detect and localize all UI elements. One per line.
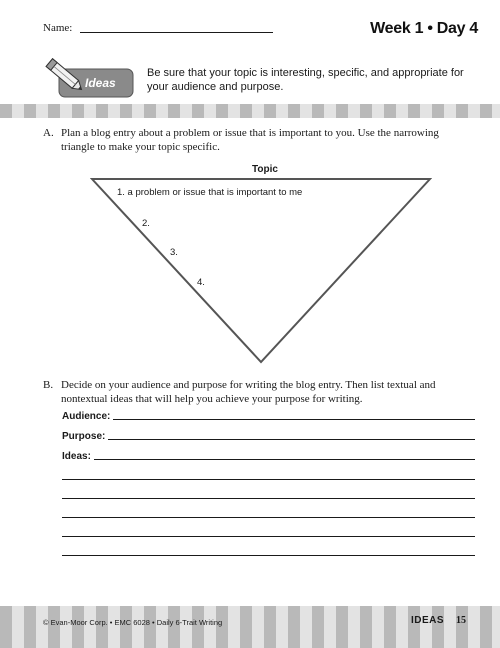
triangle-item-3[interactable]: 3. xyxy=(170,247,178,258)
footer-credit: © Evan-Moor Corp. • EMC 6028 • Daily 6-Trait Writing xyxy=(43,618,223,627)
section-b-letter: B. xyxy=(43,379,54,391)
name-label: Name: xyxy=(43,22,73,34)
week-day-title: Week 1 • Day 4 xyxy=(370,20,478,37)
triangle-item-1[interactable]: 1. a problem or issue that is important to me xyxy=(117,187,303,198)
purpose-field[interactable] xyxy=(62,428,475,442)
writing-line[interactable] xyxy=(62,479,475,480)
section-a-text: Plan a blog entry about a problem or issue that is important to you. Use the narrowing triangle to make your topic specific. xyxy=(61,127,439,153)
audience-line[interactable] xyxy=(113,419,475,420)
ideas-badge-label: Ideas xyxy=(85,76,116,90)
triangle-topic-title: Topic xyxy=(252,164,278,175)
writing-line[interactable] xyxy=(62,498,475,499)
page-number: 15 xyxy=(456,615,466,626)
ideas-label: Ideas: xyxy=(62,451,91,462)
section-b-text: Decide on your audience and purpose for writing the blog entry. Then list textual and nontextual ideas that will help you achieve your purpose for writing. xyxy=(61,379,436,405)
audience-field[interactable] xyxy=(62,408,475,422)
audience-label: Audience: xyxy=(62,411,111,422)
purpose-label: Purpose: xyxy=(62,431,106,442)
top-stripe-divider xyxy=(0,104,500,118)
writing-line[interactable] xyxy=(62,517,475,518)
section-a-letter: A. xyxy=(43,127,54,139)
footer-stripe xyxy=(0,606,500,648)
triangle-outline xyxy=(92,179,430,362)
writing-line[interactable] xyxy=(62,555,475,556)
ideas-badge-graphic xyxy=(45,55,135,99)
narrowing-triangle xyxy=(90,177,432,365)
ideas-badge xyxy=(45,55,135,99)
footer-section-label: IDEAS xyxy=(411,615,445,626)
ideas-line[interactable] xyxy=(94,459,475,460)
triangle-item-2[interactable]: 2. xyxy=(142,218,150,229)
triangle-item-4[interactable]: 4. xyxy=(197,277,205,288)
section-b-instructions xyxy=(43,378,463,406)
writing-line[interactable] xyxy=(62,536,475,537)
purpose-line[interactable] xyxy=(108,439,475,440)
ideas-field[interactable] xyxy=(62,448,475,462)
section-a-instructions xyxy=(43,126,463,154)
tip-text: Be sure that your topic is interesting, specific, and appropriate for your audience and purpose. xyxy=(147,67,464,93)
name-field[interactable] xyxy=(80,32,273,33)
